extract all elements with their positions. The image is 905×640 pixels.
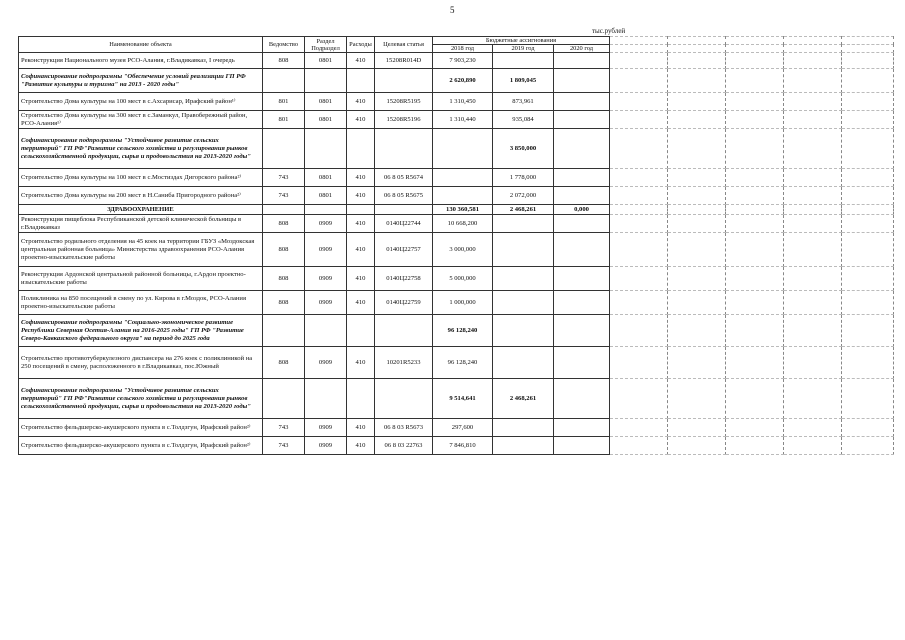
row-section: 0801 — [305, 169, 347, 187]
row-name: Реконструкция пищеблока Республиканской детской клинической больницы в г.Владикавказ — [19, 215, 263, 233]
row-2018: 3 000,000 — [433, 233, 493, 267]
table-row — [19, 291, 894, 315]
blank-cell — [842, 437, 894, 455]
row-2019 — [493, 291, 554, 315]
table-row — [19, 129, 894, 169]
blank-cell — [842, 419, 894, 437]
blank-cell — [784, 233, 842, 267]
header-2019: 2019 год — [493, 45, 554, 53]
blank-cell — [668, 437, 726, 455]
row-expenses — [347, 129, 375, 169]
row-2019: 2 468,261 — [493, 379, 554, 419]
blank-cell — [668, 267, 726, 291]
row-target: 06 8 03 R5673 — [375, 419, 433, 437]
blank-cell — [610, 347, 668, 379]
row-target: 06 8 05 R5675 — [375, 187, 433, 205]
blank-cell — [610, 205, 668, 215]
blank-cell — [668, 205, 726, 215]
blank-cell — [726, 53, 784, 69]
row-name: Строительство фельдшерско-акушерского пункта в с.Толдзгун, Ирафский район²⁾ — [19, 437, 263, 455]
blank-cell — [610, 215, 668, 233]
blank-cell — [726, 205, 784, 215]
row-target: 0140Ц22758 — [375, 267, 433, 291]
blank-cell — [668, 215, 726, 233]
row-department — [263, 379, 305, 419]
row-name: Строительство фельдшерско-акушерского пункта в с.Толдзгун, Ирафский район²⁾ — [19, 419, 263, 437]
blank-cell — [842, 267, 894, 291]
row-target: 0140Ц22744 — [375, 215, 433, 233]
blank-cell — [668, 69, 726, 93]
blank-cell — [726, 347, 784, 379]
row-2020 — [554, 215, 610, 233]
row-2020 — [554, 129, 610, 169]
row-target: 15208R5195 — [375, 93, 433, 111]
row-2019 — [493, 267, 554, 291]
row-name: Строительство Дома культуры на 100 мест в с.Мостиздах Дигорского района²⁾ — [19, 169, 263, 187]
header-2020: 2020 год — [554, 45, 610, 53]
row-name: Строительство родильного отделения на 45 коек на территории ГБУЗ «Моздокская центральная районная больница» Министерства здравоохранения РСО-Алания проектно-изыскательские работы — [19, 233, 263, 267]
row-2018: 2 620,890 — [433, 69, 493, 93]
row-target: 0140Ц22757 — [375, 233, 433, 267]
row-2018: 96 128,240 — [433, 315, 493, 347]
row-2020 — [554, 291, 610, 315]
row-expenses: 410 — [347, 267, 375, 291]
blank-cell — [610, 187, 668, 205]
row-2020: 0,000 — [554, 205, 610, 215]
blank-cell — [668, 187, 726, 205]
row-name: Софинансирование подпрограммы "Устойчивое развитие сельских территорий" ГП РФ"Развитие сельского хозяйства и регулирования рынков сельскохозяйственной продукции, сырья и продовольствия на 2013-2020 годы" — [19, 379, 263, 419]
table-row — [19, 315, 894, 347]
blank-cell — [784, 315, 842, 347]
row-target: 15208R5196 — [375, 111, 433, 129]
blank-cell — [842, 233, 894, 267]
page-number: 5 — [450, 5, 455, 15]
row-target — [375, 379, 433, 419]
blank-cell — [668, 93, 726, 111]
row-name: Строительство Дома культуры на 100 мест в с.Ахсарисар, Ирафский район¹⁾ — [19, 93, 263, 111]
table-row — [19, 379, 894, 419]
row-section: 0909 — [305, 291, 347, 315]
blank-cell — [784, 291, 842, 315]
row-2018: 9 514,641 — [433, 379, 493, 419]
blank-cell — [610, 419, 668, 437]
row-2019: 2 072,000 — [493, 187, 554, 205]
row-2019: 873,961 — [493, 93, 554, 111]
blank-cell — [610, 111, 668, 129]
row-expenses: 410 — [347, 169, 375, 187]
blank-cell — [610, 315, 668, 347]
row-2018: 96 128,240 — [433, 347, 493, 379]
row-name: Строительство противотуберкулезного диспансера на 276 коек с поликлиникой на 250 посещений в смену, расположенного в г.Владикавказ, пос.Южный — [19, 347, 263, 379]
blank-cell — [784, 93, 842, 111]
table-row — [19, 111, 894, 129]
blank-cell — [610, 129, 668, 169]
budget-table — [18, 36, 894, 455]
row-2019 — [493, 53, 554, 69]
row-expenses: 410 — [347, 215, 375, 233]
row-2020 — [554, 93, 610, 111]
table-row — [19, 437, 894, 455]
header-expenses: Расходы — [347, 37, 375, 53]
blank-cell — [668, 347, 726, 379]
blank-cell — [726, 69, 784, 93]
row-section — [305, 129, 347, 169]
row-name: ЗДРАВООХРАНЕНИЕ — [19, 205, 263, 215]
row-department — [263, 315, 305, 347]
row-expenses: 410 — [347, 93, 375, 111]
row-2019 — [493, 233, 554, 267]
row-target: 0140Ц22759 — [375, 291, 433, 315]
row-2020 — [554, 53, 610, 69]
blank-cell — [842, 187, 894, 205]
row-expenses — [347, 69, 375, 93]
row-expenses — [347, 379, 375, 419]
row-2020 — [554, 315, 610, 347]
blank-cell — [784, 205, 842, 215]
header-department: Ведомство — [263, 37, 305, 53]
blank-cell — [668, 233, 726, 267]
header-budget: Бюджетные ассигнования — [433, 37, 610, 45]
row-2019: 935,084 — [493, 111, 554, 129]
blank-cell — [784, 69, 842, 93]
blank-cell — [726, 267, 784, 291]
row-2018 — [433, 169, 493, 187]
row-expenses — [347, 205, 375, 215]
row-2020 — [554, 437, 610, 455]
row-2020 — [554, 69, 610, 93]
row-target: 10201R5233 — [375, 347, 433, 379]
blank-cell — [610, 379, 668, 419]
blank-cell — [668, 291, 726, 315]
table-row — [19, 169, 894, 187]
row-section: 0909 — [305, 437, 347, 455]
row-department: 808 — [263, 215, 305, 233]
row-name: Софинансирование подпрограммы "Обеспечение условий реализации ГП РФ "Развитие культуры и туризма" на 2013 - 2020 годы" — [19, 69, 263, 93]
row-2018: 7 846,810 — [433, 437, 493, 455]
blank-cell — [784, 187, 842, 205]
blank-cell — [784, 169, 842, 187]
header-section: Раздел Подраздел — [305, 37, 347, 53]
blank-cell — [668, 111, 726, 129]
blank-cell — [784, 215, 842, 233]
header-2018: 2018 год — [433, 45, 493, 53]
row-name: Поликлиника на 850 посещений в смену по ул. Кирова в г.Моздок, РСО-Алания проектно-изыскательские работы — [19, 291, 263, 315]
row-2018: 130 360,581 — [433, 205, 493, 215]
row-department: 808 — [263, 267, 305, 291]
row-department — [263, 205, 305, 215]
table-row — [19, 233, 894, 267]
row-2018: 1 310,450 — [433, 93, 493, 111]
row-section: 0909 — [305, 419, 347, 437]
blank-cell — [842, 111, 894, 129]
row-department: 743 — [263, 437, 305, 455]
row-department: 801 — [263, 93, 305, 111]
row-expenses: 410 — [347, 291, 375, 315]
row-target: 06 8 03 22763 — [375, 437, 433, 455]
row-section: 0909 — [305, 347, 347, 379]
row-section — [305, 315, 347, 347]
row-2020 — [554, 267, 610, 291]
blank-cell — [726, 437, 784, 455]
row-2018: 297,600 — [433, 419, 493, 437]
blank-cell — [842, 379, 894, 419]
blank-cell — [610, 437, 668, 455]
blank-cell — [726, 315, 784, 347]
row-section: 0801 — [305, 187, 347, 205]
blank-cell — [726, 93, 784, 111]
row-target — [375, 315, 433, 347]
row-department: 808 — [263, 233, 305, 267]
blank-cell — [842, 215, 894, 233]
row-2019 — [493, 215, 554, 233]
row-department: 808 — [263, 291, 305, 315]
table-row — [19, 347, 894, 379]
row-department: 808 — [263, 53, 305, 69]
row-expenses: 410 — [347, 53, 375, 69]
row-2020 — [554, 347, 610, 379]
header-name: Наименование объекта — [19, 37, 263, 53]
row-2018: 7 903,230 — [433, 53, 493, 69]
row-expenses — [347, 315, 375, 347]
row-2020 — [554, 169, 610, 187]
blank-cell — [610, 69, 668, 93]
blank-cell — [784, 347, 842, 379]
row-section — [305, 205, 347, 215]
row-department: 743 — [263, 419, 305, 437]
row-section: 0801 — [305, 53, 347, 69]
row-target — [375, 129, 433, 169]
row-department — [263, 129, 305, 169]
blank-cell — [842, 205, 894, 215]
row-2020 — [554, 419, 610, 437]
blank-cell — [726, 419, 784, 437]
table-row — [19, 69, 894, 93]
row-2020 — [554, 233, 610, 267]
table-row — [19, 215, 894, 233]
blank-cell — [784, 267, 842, 291]
row-section — [305, 69, 347, 93]
blank-cell — [784, 53, 842, 69]
blank-cell — [842, 69, 894, 93]
blank-cell — [784, 111, 842, 129]
row-name: Софинансирование подпрограммы "Социально-экономическое развитие Республики Северная Осетия-Алания на 2016-2025 годы" ГП РФ "Развитие Северо-Кавказского федерального округа" на период до 2025 года — [19, 315, 263, 347]
row-target — [375, 69, 433, 93]
blank-cell — [668, 315, 726, 347]
blank-cell — [726, 379, 784, 419]
row-2020 — [554, 187, 610, 205]
blank-cell — [610, 267, 668, 291]
row-2020 — [554, 111, 610, 129]
blank-cell — [610, 291, 668, 315]
row-name: Строительство Дома культуры на 300 мест в с.Заманкул, Правобережный район, РСО-Алания¹⁾ — [19, 111, 263, 129]
row-department: 743 — [263, 187, 305, 205]
row-target: 06 8 05 R5674 — [375, 169, 433, 187]
table-row — [19, 187, 894, 205]
row-section: 0909 — [305, 233, 347, 267]
row-expenses: 410 — [347, 233, 375, 267]
row-section — [305, 379, 347, 419]
row-expenses: 410 — [347, 437, 375, 455]
blank-cell — [610, 53, 668, 69]
row-2019: 2 468,261 — [493, 205, 554, 215]
header-target: Целевая статья — [375, 37, 433, 53]
row-target — [375, 205, 433, 215]
row-section: 0801 — [305, 111, 347, 129]
table-row — [19, 93, 894, 111]
row-2019 — [493, 315, 554, 347]
blank-cell — [726, 291, 784, 315]
row-2018 — [433, 129, 493, 169]
row-name: Строительство Дома культуры на 200 мест в Н.Саниба Пригородного района²⁾ — [19, 187, 263, 205]
row-2018: 1 310,440 — [433, 111, 493, 129]
row-section: 0909 — [305, 267, 347, 291]
row-expenses: 410 — [347, 111, 375, 129]
blank-cell — [726, 129, 784, 169]
row-department: 743 — [263, 169, 305, 187]
row-2019 — [493, 347, 554, 379]
blank-cell — [668, 169, 726, 187]
row-expenses: 410 — [347, 347, 375, 379]
blank-cell — [842, 347, 894, 379]
row-name: Реконструкция Ардонской центральной районной больницы, г.Ардон проектно-изыскательские работы — [19, 267, 263, 291]
blank-cell — [668, 53, 726, 69]
blank-cell — [784, 419, 842, 437]
blank-cell — [610, 93, 668, 111]
blank-cell — [668, 379, 726, 419]
row-2020 — [554, 379, 610, 419]
row-expenses: 410 — [347, 419, 375, 437]
row-2019: 1 809,045 — [493, 69, 554, 93]
blank-cell — [842, 291, 894, 315]
row-target: 15208R014D — [375, 53, 433, 69]
unit-label: тыс.рублей — [592, 27, 626, 35]
row-2018: 5 000,000 — [433, 267, 493, 291]
row-2019: 3 850,000 — [493, 129, 554, 169]
table-row — [19, 267, 894, 291]
blank-cell — [726, 233, 784, 267]
blank-cell — [726, 169, 784, 187]
row-name: Реконструкция Национального музея РСО-Алания, г.Владикавказ, I очередь — [19, 53, 263, 69]
row-2019 — [493, 437, 554, 455]
blank-cell — [784, 379, 842, 419]
blank-cell — [842, 315, 894, 347]
blank-cell — [784, 129, 842, 169]
blank-cell — [668, 419, 726, 437]
row-section: 0801 — [305, 93, 347, 111]
row-name: Софинансирование подпрограммы "Устойчивое развитие сельских территорий" ГП РФ"Развитие сельского хозяйства и регулирования рынков сельскохозяйственной продукции, сырья и продовольствия на 2013-2020 годы" — [19, 129, 263, 169]
blank-cell — [610, 233, 668, 267]
row-2018 — [433, 187, 493, 205]
blank-cell — [842, 129, 894, 169]
blank-cell — [610, 169, 668, 187]
blank-cell — [842, 169, 894, 187]
blank-cell — [842, 93, 894, 111]
blank-cell — [784, 437, 842, 455]
table-row — [19, 53, 894, 69]
blank-cell — [726, 187, 784, 205]
row-department: 801 — [263, 111, 305, 129]
row-2019: 1 778,000 — [493, 169, 554, 187]
table-row — [19, 205, 894, 215]
blank-cell — [668, 129, 726, 169]
row-2019 — [493, 419, 554, 437]
row-expenses: 410 — [347, 187, 375, 205]
blank-cell — [726, 111, 784, 129]
row-2018: 1 000,000 — [433, 291, 493, 315]
row-section: 0909 — [305, 215, 347, 233]
table-row — [19, 419, 894, 437]
row-2018: 10 668,200 — [433, 215, 493, 233]
row-department — [263, 69, 305, 93]
blank-cell — [842, 53, 894, 69]
blank-cell — [726, 215, 784, 233]
row-department: 808 — [263, 347, 305, 379]
